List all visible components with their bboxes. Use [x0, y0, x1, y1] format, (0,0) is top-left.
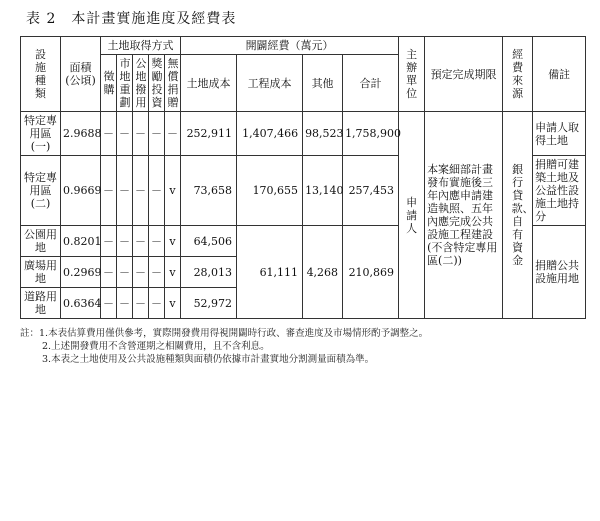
land-cost-cell: 252,911 — [181, 112, 237, 156]
acq-cell: － — [101, 226, 117, 257]
acq-cell: － — [133, 156, 149, 226]
acq-cell: － — [149, 257, 165, 288]
table-row — [21, 112, 586, 156]
header-acq-3: 公地撥用 — [133, 55, 149, 112]
acq-cell: － — [133, 257, 149, 288]
header-remarks: 備註 — [533, 37, 586, 112]
header-district-type: 設施種類 — [21, 37, 61, 112]
remarks-cell: 捐贈公共設施用地 — [533, 226, 586, 319]
land-cost-cell: 28,013 — [181, 257, 237, 288]
acq-cell: － — [117, 288, 133, 319]
table-caption: 表 2 本計畫實施進度及經費表 — [26, 11, 237, 27]
header-organizer: 主辦單位 — [399, 37, 425, 112]
land-cost-cell: 52,972 — [181, 288, 237, 319]
total-cost-cell: 1,758,900 — [343, 112, 399, 156]
engineering-cost-cell: 1,407,466 — [237, 112, 303, 156]
header-land-acquisition: 土地取得方式 — [101, 37, 181, 55]
type-cell: 特定專用區(一) — [21, 112, 61, 156]
engineering-cost-cell: 170,655 — [237, 156, 303, 226]
remarks-cell: 捐贈可建築土地及公益性設施土地持分 — [533, 156, 586, 226]
acq-cell: － — [101, 257, 117, 288]
header-land-cost: 土地成本 — [181, 55, 237, 112]
area-cell: 0.6364 — [61, 288, 101, 319]
type-cell: 特定專用區(二) — [21, 156, 61, 226]
acq-cell: v — [165, 257, 181, 288]
acq-cell: － — [149, 156, 165, 226]
header-total: 合計 — [343, 55, 399, 112]
budget-table — [20, 36, 586, 319]
acq-cell: － — [133, 226, 149, 257]
land-cost-cell: 73,658 — [181, 156, 237, 226]
acq-cell: － — [149, 226, 165, 257]
acq-cell: － — [133, 112, 149, 156]
other-cost-cell: 13,140 — [303, 156, 343, 226]
header-acq-2: 市地重劃 — [117, 55, 133, 112]
other-cost-cell: 98,523 — [303, 112, 343, 156]
acq-cell: v — [165, 288, 181, 319]
header-row-1 — [21, 37, 586, 55]
acq-cell: － — [117, 112, 133, 156]
land-cost-cell: 64,506 — [181, 226, 237, 257]
header-area: 面積(公頃) — [61, 37, 101, 112]
area-cell: 2.9688 — [61, 112, 101, 156]
remarks-cell: 申請人取得土地 — [533, 112, 586, 156]
acq-cell: v — [165, 226, 181, 257]
acq-cell: － — [117, 257, 133, 288]
schedule-cell: 本案細部計畫發布實施後三年內應申請建造執照、五年內應完成公共設施工程建設(不含特定專用區(二)) — [425, 112, 503, 319]
area-cell: 0.2969 — [61, 257, 101, 288]
header-engineering-cost: 工程成本 — [237, 55, 303, 112]
total-cost-cell: 257,453 — [343, 156, 399, 226]
other-cost-cell-public: 4,268 — [303, 226, 343, 319]
header-acq-5: 無償捐贈 — [165, 55, 181, 112]
engineering-cost-cell-public: 61,111 — [237, 226, 303, 319]
header-other: 其他 — [303, 55, 343, 112]
organizer-cell: 申請人 — [399, 112, 425, 319]
header-acq-1: 徵購 — [101, 55, 117, 112]
funding-source-cell: 銀行貸款、自有資金 — [503, 112, 533, 319]
acq-cell: v — [165, 156, 181, 226]
footnote-1: 註：1.本表估算費用僅供參考，實際開發費用得視開闢時行政、審查進度及市場情形酌予調整之。 — [20, 328, 429, 339]
acq-cell: － — [101, 112, 117, 156]
header-funding-source: 經費來源 — [503, 37, 533, 112]
type-cell: 道路用地 — [21, 288, 61, 319]
type-cell: 公園用地 — [21, 226, 61, 257]
area-cell: 0.9669 — [61, 156, 101, 226]
footnotes — [20, 327, 585, 366]
footnote-2: 2.上述開發費用不含營運期之相關費用，且不含利息。 — [42, 341, 270, 352]
acq-cell: － — [117, 156, 133, 226]
budget-table-container — [20, 36, 585, 366]
footnote-3: 3.本表之土地使用及公共設施種類與面積仍依據市計畫實地分割測量面積為準。 — [42, 354, 375, 365]
header-schedule: 預定完成期限 — [425, 37, 503, 112]
acq-cell: － — [165, 112, 181, 156]
acq-cell: － — [149, 112, 165, 156]
acq-cell: － — [101, 156, 117, 226]
acq-cell: － — [117, 226, 133, 257]
acq-cell: － — [101, 288, 117, 319]
acq-cell: － — [149, 288, 165, 319]
header-acq-4: 獎勵投資 — [149, 55, 165, 112]
total-cost-cell-public: 210,869 — [343, 226, 399, 319]
acq-cell: － — [133, 288, 149, 319]
type-cell: 廣場用地 — [21, 257, 61, 288]
area-cell: 0.8201 — [61, 226, 101, 257]
header-development-cost: 開闢經費（萬元） — [181, 37, 399, 55]
